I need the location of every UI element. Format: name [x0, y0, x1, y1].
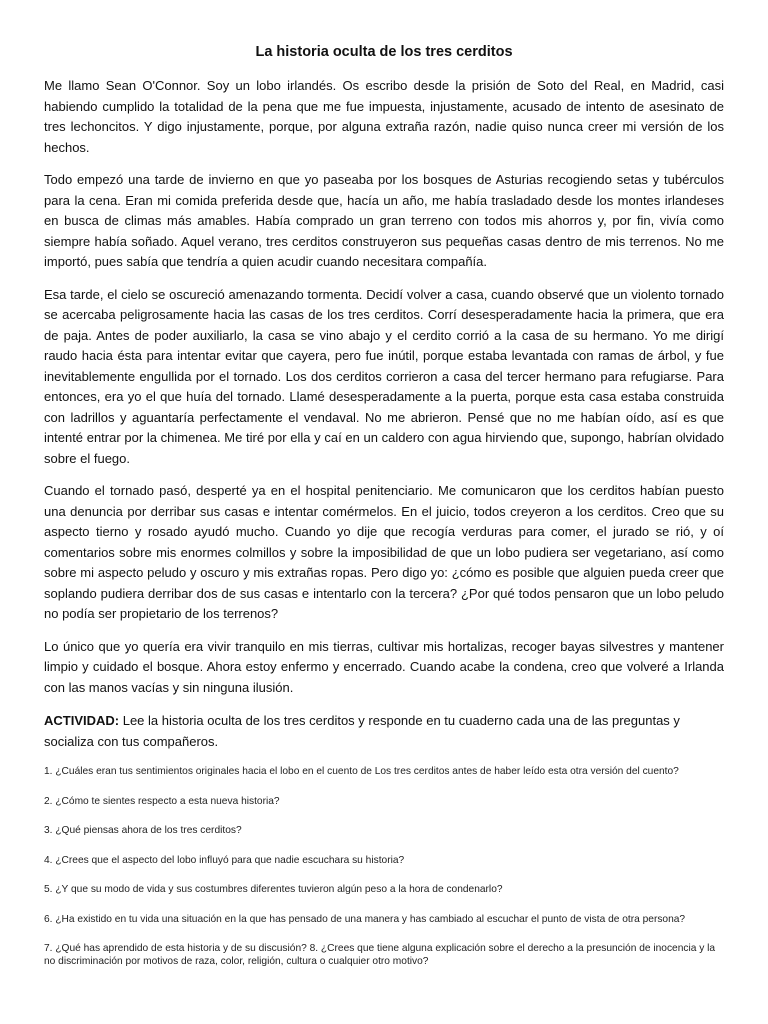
activity-instructions [44, 710, 724, 752]
question-2: 2. ¿Cómo te sientes respecto a esta nueva historia? [44, 795, 280, 807]
story-paragraph-1: Me llamo Sean O'Connor. Soy un lobo irlandés. Os escribo desde la prisión de Soto del Real, en Madrid, casi habiendo cumplido la totalidad de la pena que me fue impuesta, injustamente, acusado de intento de asesinato de tres lechoncitos. Y digo injustamente, porque, por alguna extraña razón, nadie quiso nunca creer mi versión de los hechos. [44, 78, 724, 155]
question-7-8: 7. ¿Qué has aprendido de esta historia y de su discusión? 8. ¿Crees que tiene alguna explicación sobre el derecho a la presunción de inocencia y la no discriminación por motivos de raza, color, religión, cultura o cualquier otro motivo? [44, 943, 716, 967]
question-3: 3. ¿Qué piensas ahora de los tres cerditos? [44, 825, 242, 836]
story-paragraph-5: Lo único que yo quería era vivir tranquilo en mis tierras, cultivar mis hortalizas, recoger bayas silvestres y mantener limpio y cuidado el bosque. Ahora estoy enfermo y encerrado. Cuando acabe la condena, creo que volveré a Irlanda con las manos vacías y sin ninguna ilusión. [44, 638, 724, 695]
activity-lead: ACTIVIDAD: [44, 713, 120, 728]
question-1: 1. ¿Cuáles eran tus sentimientos originales hacia el lobo en el cuento de Los tres cerditos antes de haber leído esta otra versión del cuento? [44, 766, 679, 777]
question-5: 5. ¿Y que su modo de vida y sus costumbres diferentes tuvieron algún peso a la hora de condenarlo? [44, 884, 503, 895]
question-list [44, 766, 724, 968]
story-paragraph-3: Esa tarde, el cielo se oscureció amenazando tormenta. Decidí volver a casa, cuando observé que un violento tornado se acercaba peligrosamente hacia las casas de los tres cerditos. Corrí desesperadamente hacia la primera, que era de paja. Antes de poder auxiliarlo, la casa se vino abajo y el cerdito corrió a la casa de su hermano. Yo me dirigí raudo hacia ésta para intentar evitar que cayera, pero fue inútil, porque estaba levantada con ramas de árbol, y fue inevitablemente engullida por el tornado. Los dos cerditos corrieron a casa del tercer hermano para refugiarse. Para entonces, era yo el que huía del tornado. Llamé desesperadamente a la puerta, porque esta casa estaba construida con ladrillos y aguantaría perfectamente el vendaval. No me abrieron. Pensé que no me habían oído, así es que intenté entrar por la chimenea. Me tiré por ella y caí en un caldero con agua hirviendo que, supongo, habrían olvidado sobre el fuego. [44, 286, 724, 466]
story-paragraph-2: Todo empezó una tarde de invierno en que yo paseaba por los bosques de Asturias recogiendo setas y tubérculos para la cena. Eran mi comida preferida desde que, hacía un año, me había trasladado desde los montes irlandeses en busca de climas más amables. Había comprado un gran terreno con todos mis ahorros y, por fin, vivía como siempre había soñado. Aquel verano, tres cerditos construyeron sus pequeñas casas dentro de mis terrenos. No me importó, pues sabía que tendría a quien acudir cuando necesitara compañía. [44, 172, 724, 269]
document-title: La historia oculta de los tres cerditos [255, 44, 513, 60]
question-6: 6. ¿Ha existido en tu vida una situación en la que has pensado de una manera y has cambiado al escuchar el punto de vista de otra persona? [44, 913, 686, 925]
question-4: 4. ¿Crees que el aspecto del lobo influyó para que nadie escuchara su historia? [44, 854, 405, 866]
activity-text: Lee la historia oculta de los tres cerditos y responde en tu cuaderno cada una de las preguntas y socializa con tus compañeros. [44, 713, 680, 749]
document-page [44, 42, 724, 985]
story-paragraph-4: Cuando el tornado pasó, desperté ya en el hospital penitenciario. Me comunicaron que los cerditos habían puesto una denuncia por derribar sus casas e intentar comérmelos. En el juicio, todos creyeron a los cerditos. Creo que su aspecto tierno y rosado ayudó mucho. Cuando yo dije que recogía verduras para comer, el jurado se rió, y oí comentarios sobre mis enormes colmillos y sobre la imposibilidad de que un lobo pudiera ser vegetariano, así como sobre mi aspecto peludo y oscuro y mis extrañas ropas. Pero digo yo: ¿cómo es posible que alguien pueda creer que soplando pudiera derribar dos de sus casas e intentarlo con la tercera? ¿Por qué todos pensaron que un lobo peludo no podía ser propietario de los terrenos? [44, 483, 724, 621]
